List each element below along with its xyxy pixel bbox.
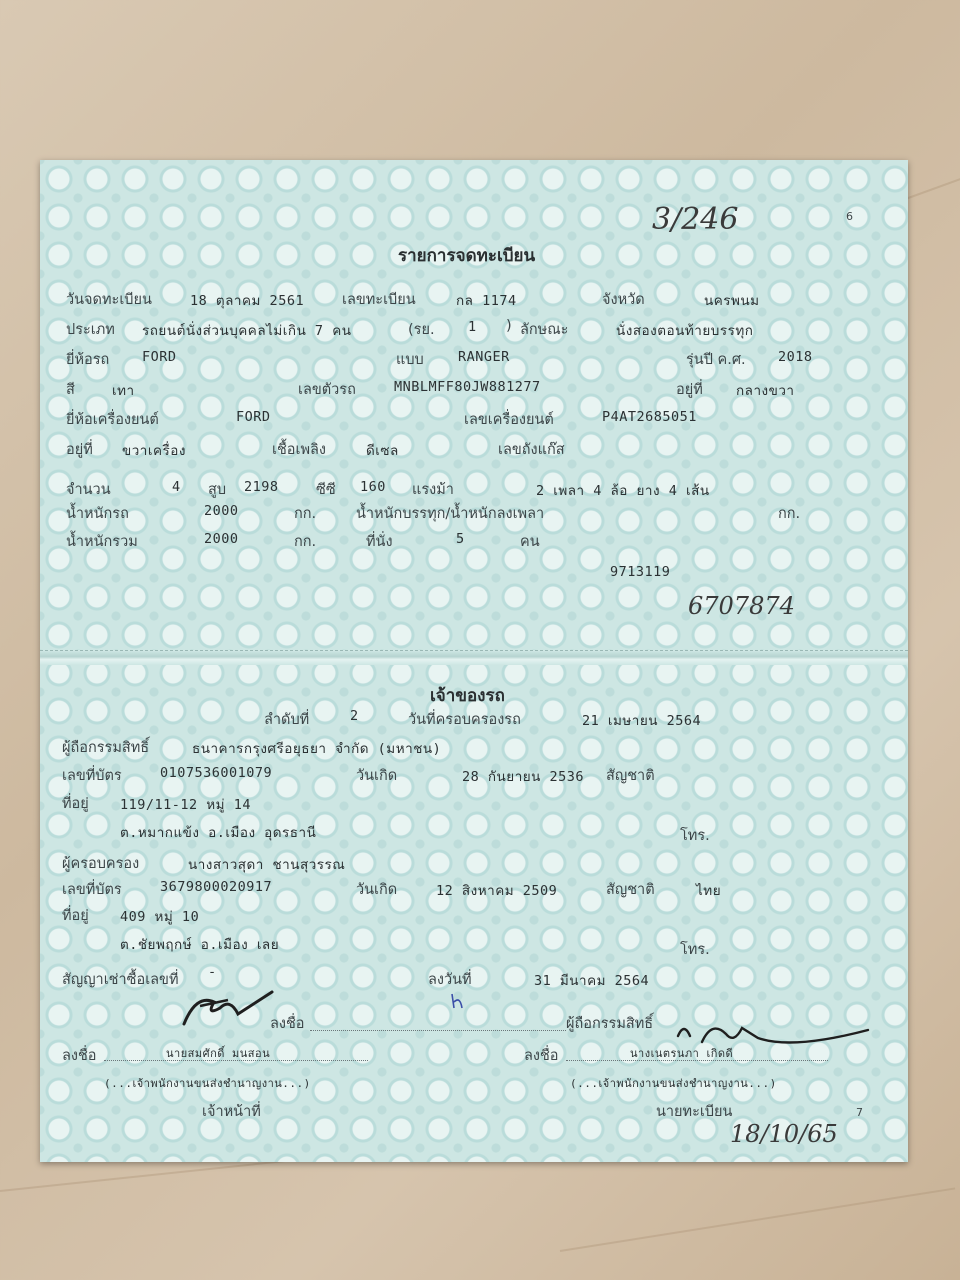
chassis-value: MNBLMFF80JW881277 xyxy=(394,379,541,395)
registration-title: รายการจดทะเบียน xyxy=(398,246,536,266)
address-label-1: ที่อยู่ xyxy=(62,796,89,812)
holder-signature xyxy=(180,986,280,1032)
ry-label: (รย. xyxy=(408,322,435,338)
kg-unit-2: กก. xyxy=(778,506,801,522)
reg-date-value: 18 ตุลาคม 2561 xyxy=(190,293,305,309)
seats-value: 5 xyxy=(456,531,465,547)
persons-label: คน xyxy=(520,534,540,550)
color-label: สี xyxy=(66,382,75,398)
handwritten-number: 6707874 xyxy=(688,592,795,620)
surface-crack xyxy=(900,173,960,202)
right-officer-name: นางเนตรนภา เกิดดี xyxy=(630,1047,734,1060)
holder-label: ผู้ถือกรรมสิทธิ์ xyxy=(62,740,150,756)
right-role-line: (...เจ้าพนักงานขนส่งชำนาญงาน...) xyxy=(570,1077,777,1090)
id-card-value-1: 0107536001079 xyxy=(160,765,273,781)
address-line1-2: 409 หมู่ 10 xyxy=(120,909,200,925)
engine-number-value: P4AT2685051 xyxy=(602,409,697,425)
year-label: รุ่นปี ค.ศ. xyxy=(686,352,746,368)
right-sign-label: ลงชื่อ xyxy=(524,1048,559,1064)
sign-label: ลงชื่อ xyxy=(270,1016,305,1032)
weight-label: น้ำหนักรถ xyxy=(66,506,129,522)
engine-brand-value: FORD xyxy=(236,409,271,425)
order-value: 2 xyxy=(350,708,359,724)
phone-label-1: โทร. xyxy=(680,828,710,844)
dob-value-2: 12 สิงหาคม 2509 xyxy=(436,883,558,899)
chassis-location-label: อยู่ที่ xyxy=(676,382,703,398)
fuel-label: เชื้อเพลิง xyxy=(272,442,326,458)
holder-sign-label: ผู้ถือกรรมสิทธิ์ xyxy=(566,1016,654,1032)
ry-value: 1 xyxy=(468,319,477,335)
handwritten-doc-number: 3/246 xyxy=(652,202,739,237)
fuel-value: ดีเซล xyxy=(366,443,399,459)
style-label: ลักษณะ xyxy=(520,322,569,338)
sign-date-label: ลงวันที่ xyxy=(428,972,472,988)
owner-title: เจ้าของรถ xyxy=(430,686,505,706)
chassis-location-value: กลางขวา xyxy=(736,383,795,399)
model-value: RANGER xyxy=(458,349,510,365)
document-fold xyxy=(40,650,908,665)
possessor-value: นางสาวสุดา ชานสุวรรณ xyxy=(188,857,346,873)
contract-value: - xyxy=(208,964,217,980)
model-label: แบบ xyxy=(396,352,424,368)
contract-label: สัญญาเช่าซื้อเลขที่ xyxy=(62,972,179,988)
address-line2-1: ต.หมากแข้ง อ.เมือง อุดรธานี xyxy=(120,825,317,841)
ry-close: ) xyxy=(506,318,512,334)
address-label-2: ที่อยู่ xyxy=(62,908,89,924)
cc-label: ซีซี xyxy=(316,482,336,498)
sign-date-value: 31 มีนาคม 2564 xyxy=(534,973,650,989)
gross-weight-value: 2000 xyxy=(204,531,239,547)
possession-date-value: 21 เมษายน 2564 xyxy=(582,713,702,729)
engine-location-value: ขวาเครื่อง xyxy=(122,443,186,459)
registration-document xyxy=(40,160,908,1162)
brand-value: FORD xyxy=(142,349,177,365)
brand-label: ยี่ห้อรถ xyxy=(66,352,110,368)
axle-value: 2 เพลา 4 ล้อ ยาง 4 เส้น xyxy=(536,483,710,499)
page-number-bottom: 7 xyxy=(856,1106,863,1119)
nationality-label-2: สัญชาติ xyxy=(606,882,655,898)
engine-number-label: เลขเครื่องยนต์ xyxy=(464,412,554,428)
address-line2-2: ต.ชัยพฤกษ์ อ.เมือง เลย xyxy=(120,937,280,953)
seats-label: ที่นั่ง xyxy=(366,534,393,550)
gross-weight-label: น้ำหนักรวม xyxy=(66,534,138,550)
province-value: นครพนม xyxy=(704,293,760,309)
page-number-top: 6 xyxy=(846,210,853,223)
left-officer-title: เจ้าหน้าที่ xyxy=(202,1104,261,1120)
id-card-value-2: 3679800020917 xyxy=(160,879,273,895)
id-card-label-2: เลขที่บัตร xyxy=(62,882,122,898)
order-label: ลำดับที่ xyxy=(264,712,310,728)
cc-value: 160 xyxy=(360,479,386,495)
left-officer-name: นายสมศักดิ์ มนสอน xyxy=(166,1047,271,1060)
province-label: จังหวัด xyxy=(602,292,645,308)
type-value: รถยนต์นั่งส่วนบุคคลไม่เกิน 7 คน xyxy=(142,323,352,339)
nationality-value-2: ไทย xyxy=(696,883,722,899)
engine-location-label: อยู่ที่ xyxy=(66,442,93,458)
horsepower-label: แรงม้า xyxy=(412,482,454,498)
color-value: เทา xyxy=(112,383,135,399)
count-value: 4 xyxy=(172,479,181,495)
dob-value-1: 28 กันยายน 2536 xyxy=(462,769,585,785)
gas-tank-label: เลขถังแก๊ส xyxy=(498,442,565,458)
id-card-label-1: เลขที่บัตร xyxy=(62,768,122,784)
left-sign-label: ลงชื่อ xyxy=(62,1048,97,1064)
type-label: ประเภท xyxy=(66,322,115,338)
chassis-label: เลขตัวรถ xyxy=(298,382,356,398)
reg-date-label: วันจดทะเบียน xyxy=(66,292,152,308)
address-line1-1: 119/11-12 หมู่ 14 xyxy=(120,797,251,813)
surface-crack xyxy=(560,1187,955,1252)
kg-unit-1: กก. xyxy=(294,506,317,522)
weight-value: 2000 xyxy=(204,503,239,519)
style-value: นั่งสองตอนท้ายบรรทุก xyxy=(616,323,754,339)
handwritten-date: 18/10/65 xyxy=(730,1120,838,1148)
cylinder-value: 2198 xyxy=(244,479,279,495)
kg-unit-3: กก. xyxy=(294,534,317,550)
plate-label: เลขทะเบียน xyxy=(342,292,416,308)
right-officer-title: นายทะเบียน xyxy=(656,1104,733,1120)
left-role-line: (...เจ้าพนักงานขนส่งชำนาญงาน...) xyxy=(104,1077,311,1090)
holder-value: ธนาคารกรุงศรีอยุธยา จำกัด (มหาชน) xyxy=(192,741,442,757)
load-weight-label: น้ำหนักบรรทุก/น้ำหนักลงเพลา xyxy=(356,506,545,522)
signature-line xyxy=(310,1030,566,1031)
serial-number: 9713119 xyxy=(610,564,671,580)
count-label: จำนวน xyxy=(66,482,111,498)
engine-brand-label: ยี่ห้อเครื่องยนต์ xyxy=(66,412,159,428)
plate-value: กล 1174 xyxy=(456,293,517,309)
year-value: 2018 xyxy=(778,349,813,365)
pen-mark xyxy=(448,992,472,1012)
possession-date-label: วันที่ครอบครองรถ xyxy=(408,712,521,728)
dob-label-1: วันเกิด xyxy=(356,768,398,784)
phone-label-2: โทร. xyxy=(680,942,710,958)
possessor-label: ผู้ครอบครอง xyxy=(62,856,140,872)
nationality-label-1: สัญชาติ xyxy=(606,768,655,784)
dob-label-2: วันเกิด xyxy=(356,882,398,898)
cylinder-label: สูบ xyxy=(208,482,227,498)
